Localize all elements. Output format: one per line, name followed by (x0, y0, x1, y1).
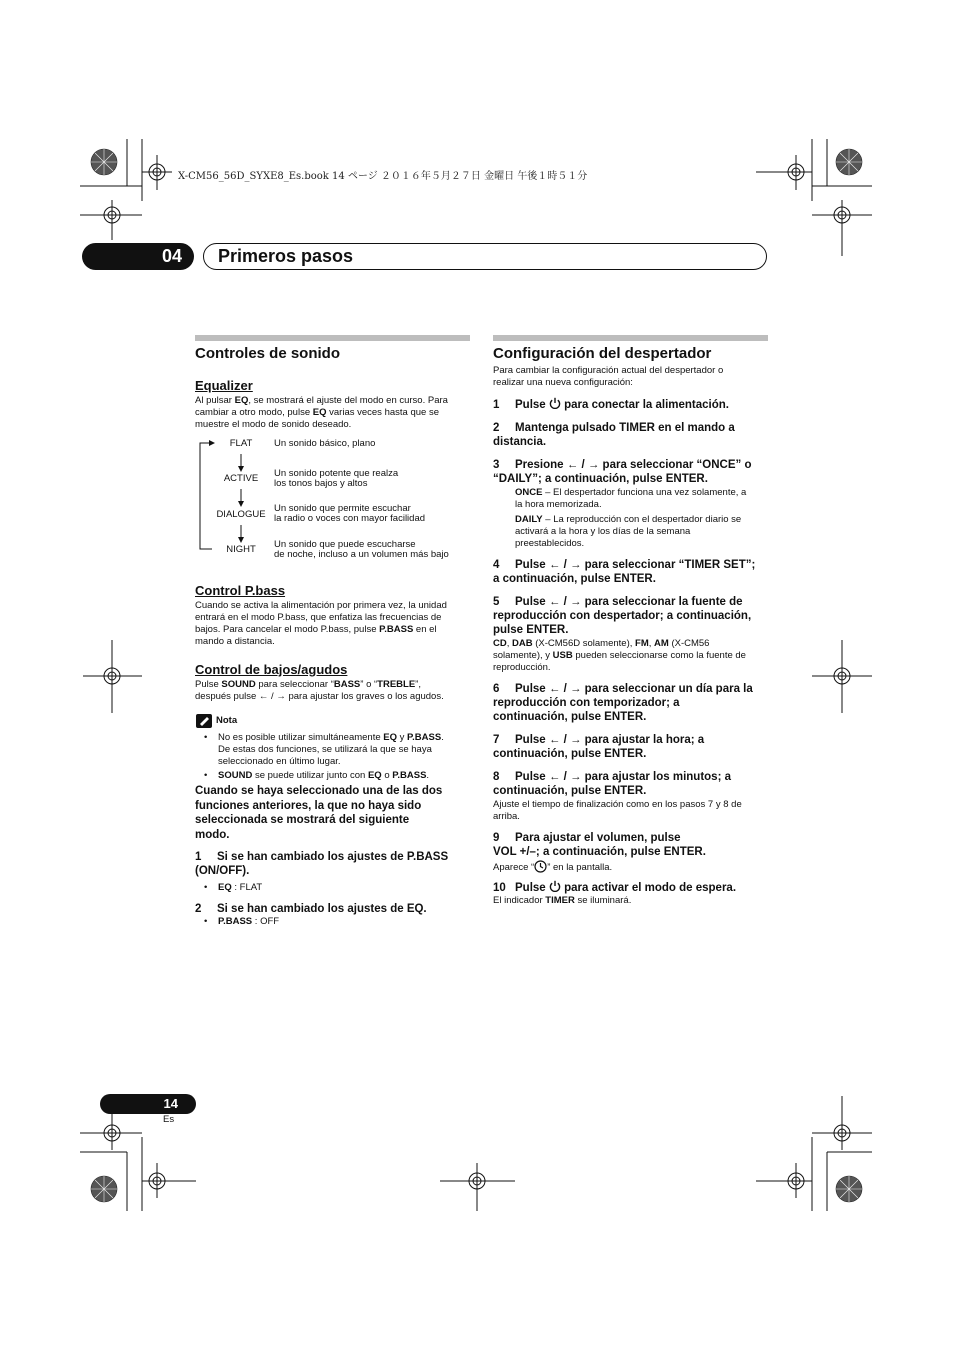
eq-desc-dialogue: Un sonido que permite escuchar la radio o voces con mayor facilidad (274, 503, 426, 524)
bass-treble-heading: Control de bajos/agudos (195, 662, 348, 677)
eq-desc-active: Un sonido potente que realza los tonos bajos y altos (274, 468, 399, 489)
alarm-intro: Para cambiar la configuración actual del despertador o realizar una nueva configuración: (493, 365, 724, 388)
alarm-step-10: 10 Pulse para activar el modo de espera. (493, 882, 737, 894)
alarm-step-7: 7 Pulse ← / → para ajustar la hora; a continuación, pulse ENTER. (493, 734, 705, 760)
left-step-2: 2 Si se han cambiado los ajustes de EQ. (195, 903, 427, 915)
section-title-sound-controls: Controles de sonido (195, 345, 341, 362)
alarm-step-1: 1 Pulse para conectar la alimentación. (493, 399, 729, 411)
bold-paragraph: Cuando se haya seleccionado una de las dos funciones anteriores, la que no haya sido seleccionada se mostrará del siguiente modo. (195, 785, 443, 841)
eq-mode-dialogue: DIALOGUE (216, 509, 266, 520)
eq-desc-night: Un sonido que puede escucharse de noche, incluso a un volumen más bajo (274, 539, 449, 560)
alarm-step-5: 5 Pulse ← / → para seleccionar la fuente de reproducción con despertador; a continuación, pulse ENTER. (493, 596, 752, 636)
eq-desc-flat: Un sonido básico, plano (274, 438, 376, 449)
note-title: Nota (216, 715, 238, 726)
alarm-step-8-note: Ajuste el tiempo de finalización como en los pasos 7 y 8 de arriba. (493, 799, 742, 822)
note-icon (195, 713, 213, 729)
eq-cycle-diagram (195, 437, 285, 557)
language-code: Es (163, 1114, 175, 1125)
alarm-step-5-note: CD, DAB (X-CM56D solamente), FM, AM (X-CM56 solamente), y USB pueden seleccionarse como la fuente de reproducción. (493, 638, 746, 673)
left-step-1-bullet: • EQ : FLAT (204, 882, 263, 893)
alarm-step-3-daily: DAILY – La reproducción con el despertador diario se activará a la hora y los días de la semana preestablecidos. (515, 514, 742, 549)
note-bullet-1: • No es posible utilizar simultáneamente EQ y P.BASS. De estas dos funciones, se utilizará la que se haya seleccionado en último lugar. (204, 732, 444, 767)
power-icon (549, 397, 561, 409)
eq-mode-active: ACTIVE (223, 473, 259, 484)
section-rule-left (195, 335, 470, 341)
page-number: 14 (100, 1094, 196, 1114)
chapter-number: 04 (82, 243, 194, 270)
section-rule-right (493, 335, 768, 341)
alarm-step-6: 6 Pulse ← / → para seleccionar un día para la reproducción con temporizador; a continuación, pulse ENTER. (493, 683, 753, 723)
pbass-heading: Control P.bass (195, 583, 286, 598)
alarm-step-9-note: Aparece “ ” en la pantalla. (493, 862, 613, 873)
power-icon (549, 880, 561, 892)
alarm-step-4: 4 Pulse ← / → para seleccionar “TIMER SET”; a continuación, pulse ENTER. (493, 559, 756, 585)
left-step-1: 1 Si se han cambiado los ajustes de P.BASS (ON/OFF). (195, 851, 449, 877)
bass-treble-text: Pulse SOUND para seleccionar “BASS” o “TREBLE”, después pulse ← / → para ajustar los graves o los agudos. (195, 679, 444, 702)
pbass-text: Cuando se activa la alimentación por primera vez, la unidad entrará en el modo P.bass, que enfatiza las frecuencias de bajos. Para cancelar el modo P.bass, pulse P.BASS en el mando a distancia. (195, 600, 447, 647)
eq-mode-flat: FLAT (229, 438, 253, 449)
alarm-step-9: 9 Para ajustar el volumen, pulse VOL +/–; a continuación, pulse ENTER. (493, 832, 706, 858)
section-title-alarm: Configuración del despertador (493, 345, 712, 362)
left-step-2-bullet: • P.BASS : OFF (204, 916, 280, 927)
timer-icon (534, 860, 547, 873)
eq-mode-night: NIGHT (226, 544, 256, 555)
equalizer-intro: Al pulsar EQ, se mostrará el ajuste del modo en curso. Para cambiar a otro modo, pulse EQ varias veces hasta que se muestre el modo de sonido deseado. (195, 395, 448, 430)
alarm-step-3: 3 Presione ← / → para seleccionar “ONCE” o “DAILY”; a continuación, pulse ENTER. (493, 459, 752, 485)
print-header: X-CM56_56D_SYXE8_Es.book 14 ページ ２０１６年５月２７日 金曜日 午後１時５１分 (178, 171, 588, 182)
alarm-step-10-note: El indicador TIMER se iluminará. (493, 895, 632, 906)
note-bullet-2: • SOUND se puede utilizar junto con EQ o P.BASS. (204, 770, 430, 781)
chapter-title: Primeros pasos (218, 246, 354, 266)
alarm-step-2: 2 Mantenga pulsado TIMER en el mando a distancia. (493, 422, 735, 448)
equalizer-heading: Equalizer (195, 378, 253, 393)
alarm-step-3-once: ONCE – El despertador funciona una vez solamente, a la hora memorizada. (515, 487, 747, 510)
alarm-step-8: 8 Pulse ← / → para ajustar los minutos; a continuación, pulse ENTER. (493, 771, 732, 797)
